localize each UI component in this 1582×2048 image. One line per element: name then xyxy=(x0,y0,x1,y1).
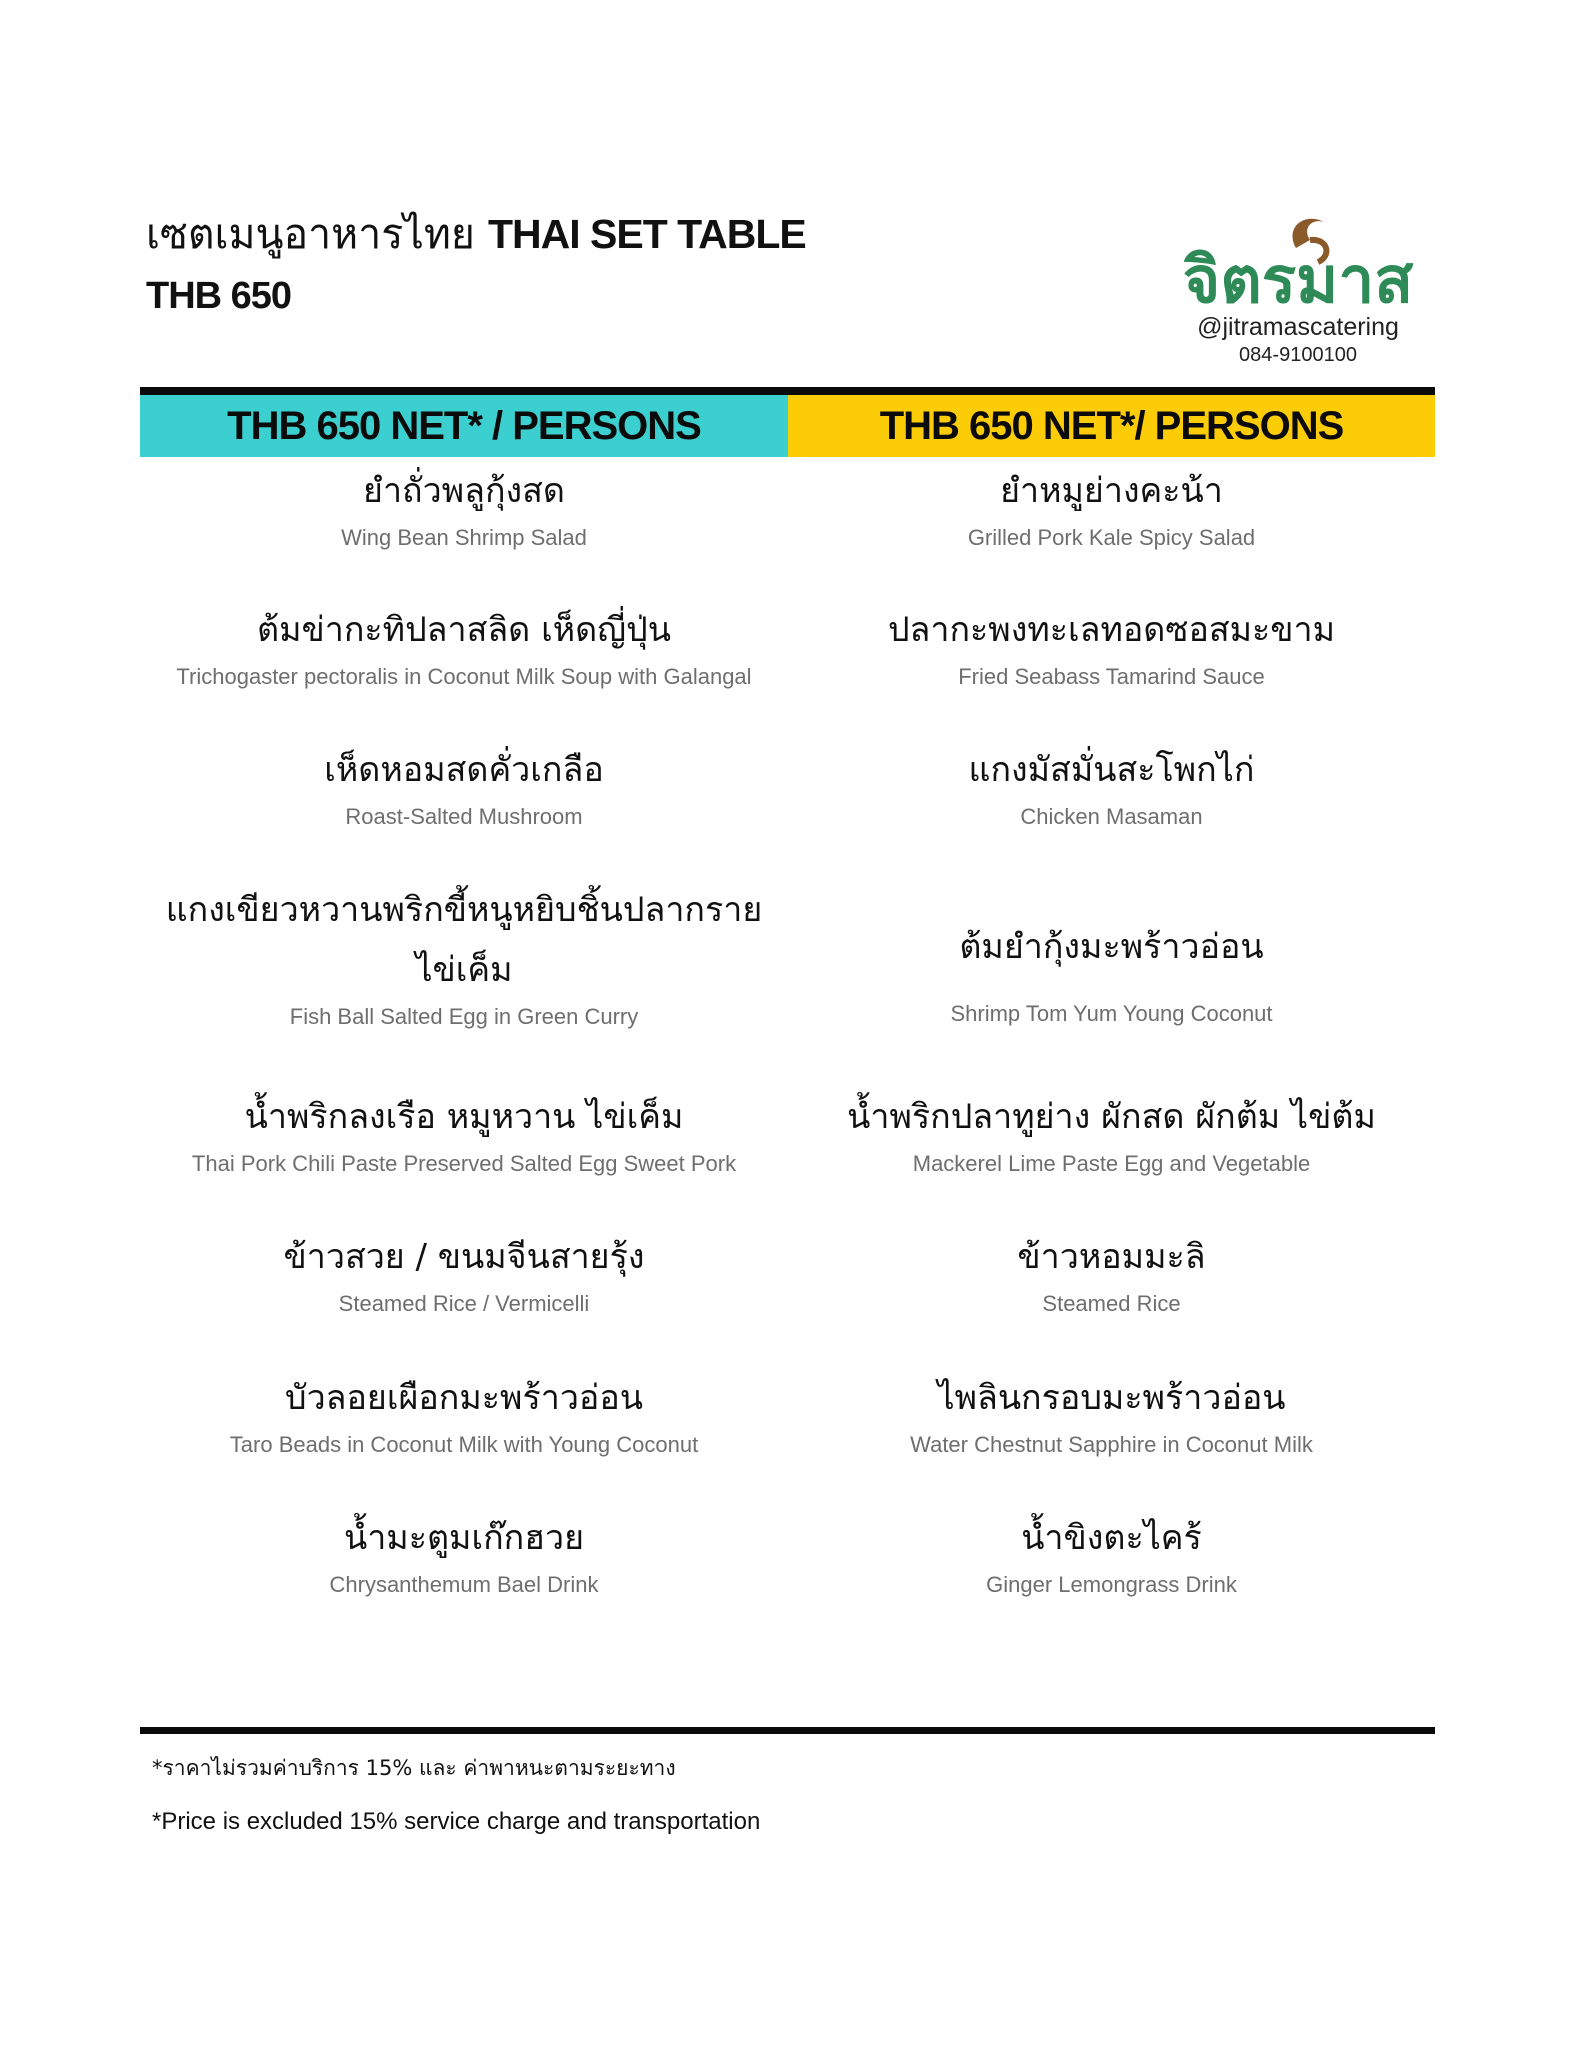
menu-item-english: Water Chestnut Sapphire in Coconut Milk xyxy=(910,1432,1313,1457)
menu-item-thai: ไพลินกรอบมะพร้าวอ่อน xyxy=(937,1378,1286,1418)
band-left: THB 650 NET* / PERSONS xyxy=(140,395,788,457)
header-price: THB 650 xyxy=(146,275,292,317)
menu-item xyxy=(140,740,788,832)
menu-item xyxy=(140,1227,788,1319)
logo-wordmark xyxy=(1178,208,1418,312)
logo-phone: 084-9100100 xyxy=(1239,344,1357,366)
brand-logo xyxy=(1168,208,1428,368)
menu-item xyxy=(788,461,1435,553)
logo-handle: @jitramascatering xyxy=(1197,313,1399,341)
bottom-divider xyxy=(140,1727,1435,1734)
menu-item xyxy=(788,917,1435,1029)
menu-item-english: Wing Bean Shrimp Salad xyxy=(341,525,587,550)
menu-item-english: Trichogaster pectoralis in Coconut Milk Soup with Galangal xyxy=(176,664,752,689)
menu-item-english: Fish Ball Salted Egg in Green Curry xyxy=(289,1004,639,1029)
menu-item xyxy=(140,880,788,1032)
menu-item-thai: บัวลอยเผือกมะพร้าวอ่อน xyxy=(284,1378,643,1418)
menu-item-english: Grilled Pork Kale Spicy Salad xyxy=(967,525,1256,550)
menu-item-thai: ต้มข่ากะทิปลาสลิด เห็ดญี่ปุ่น xyxy=(257,610,671,650)
menu-item-english: Mackerel Lime Paste Egg and Vegetable xyxy=(912,1151,1311,1176)
menu-item-thai: น้ำพริกปลาทูย่าง ผักสด ผักต้ม ไข่ต้ม xyxy=(847,1097,1376,1137)
menu-item xyxy=(788,740,1435,832)
menu-item xyxy=(140,1368,788,1460)
menu-item-thai: แกงมัสมั่นสะโพกไก่ xyxy=(968,750,1255,790)
top-divider xyxy=(140,387,1435,395)
menu-item-thai: ปลากะพงทะเลทอดซอสมะขาม xyxy=(887,610,1336,650)
page-title xyxy=(146,206,806,262)
menu-item-thai: เห็ดหอมสดคั่วเกลือ xyxy=(324,750,604,790)
menu-item xyxy=(140,600,788,692)
menu-item-english: Taro Beads in Coconut Milk with Young Coconut xyxy=(229,1432,699,1457)
menu-item-english: Chicken Masaman xyxy=(1020,804,1203,829)
menu-item-thai: ยำหมูย่างคะน้า xyxy=(1000,471,1223,511)
menu-item xyxy=(788,1508,1435,1600)
menu-item-thai: น้ำมะตูมเก๊กฮวย xyxy=(343,1518,585,1558)
menu-item-thai: ข้าวสวย / ขนมจีนสายรุ้ง xyxy=(283,1237,645,1277)
menu-item-thai: น้ำขิงตะไคร้ xyxy=(1021,1518,1202,1558)
logo-name: จิตรมาส xyxy=(1182,244,1414,312)
menu-item-thai: แกงเขียวหวานพริกขี้หนูหยิบชิ้นปลากรายไข่เค็ม xyxy=(165,890,763,990)
menu-item-english: Thai Pork Chili Paste Preserved Salted Egg Sweet Pork xyxy=(191,1151,737,1176)
menu-item xyxy=(788,1087,1435,1179)
menu-item-thai: ยำถั่วพลูกุ้งสด xyxy=(363,471,565,511)
footnote-english: *Price is excluded 15% service charge and transportation xyxy=(152,1808,761,1835)
menu-item-english: Steamed Rice xyxy=(1042,1291,1181,1316)
band-right: THB 650 NET*/ PERSONS xyxy=(788,395,1435,457)
menu-item-thai: ข้าวหอมมะลิ xyxy=(1017,1237,1206,1277)
footnote-thai: *ราคาไม่รวมค่าบริการ 15% และ ค่าพาหนะตามระยะทาง xyxy=(152,1756,676,1780)
menu-item xyxy=(788,600,1435,692)
menu-item-english: Shrimp Tom Yum Young Coconut xyxy=(950,1001,1273,1026)
menu-item-english: Ginger Lemongrass Drink xyxy=(986,1572,1237,1597)
menu-item-english: Roast-Salted Mushroom xyxy=(345,804,583,829)
menu-item-english: Chrysanthemum Bael Drink xyxy=(329,1572,599,1597)
menu-item xyxy=(140,1087,788,1179)
menu-item xyxy=(140,1508,788,1600)
menu-item-thai: น้ำพริกลงเรือ หมูหวาน ไข่เค็ม xyxy=(244,1097,684,1137)
menu-item xyxy=(788,1368,1435,1460)
title-thai: เซตเมนูอาหารไทย xyxy=(146,210,475,258)
menu-item-english: Fried Seabass Tamarind Sauce xyxy=(958,664,1265,689)
menu-item xyxy=(140,461,788,553)
title-english: THAI SET TABLE xyxy=(487,211,806,257)
menu-item xyxy=(788,1227,1435,1319)
menu-item-thai: ต้มยำกุ้งมะพร้าวอ่อน xyxy=(959,927,1264,967)
menu-item-english: Steamed Rice / Vermicelli xyxy=(338,1291,590,1316)
